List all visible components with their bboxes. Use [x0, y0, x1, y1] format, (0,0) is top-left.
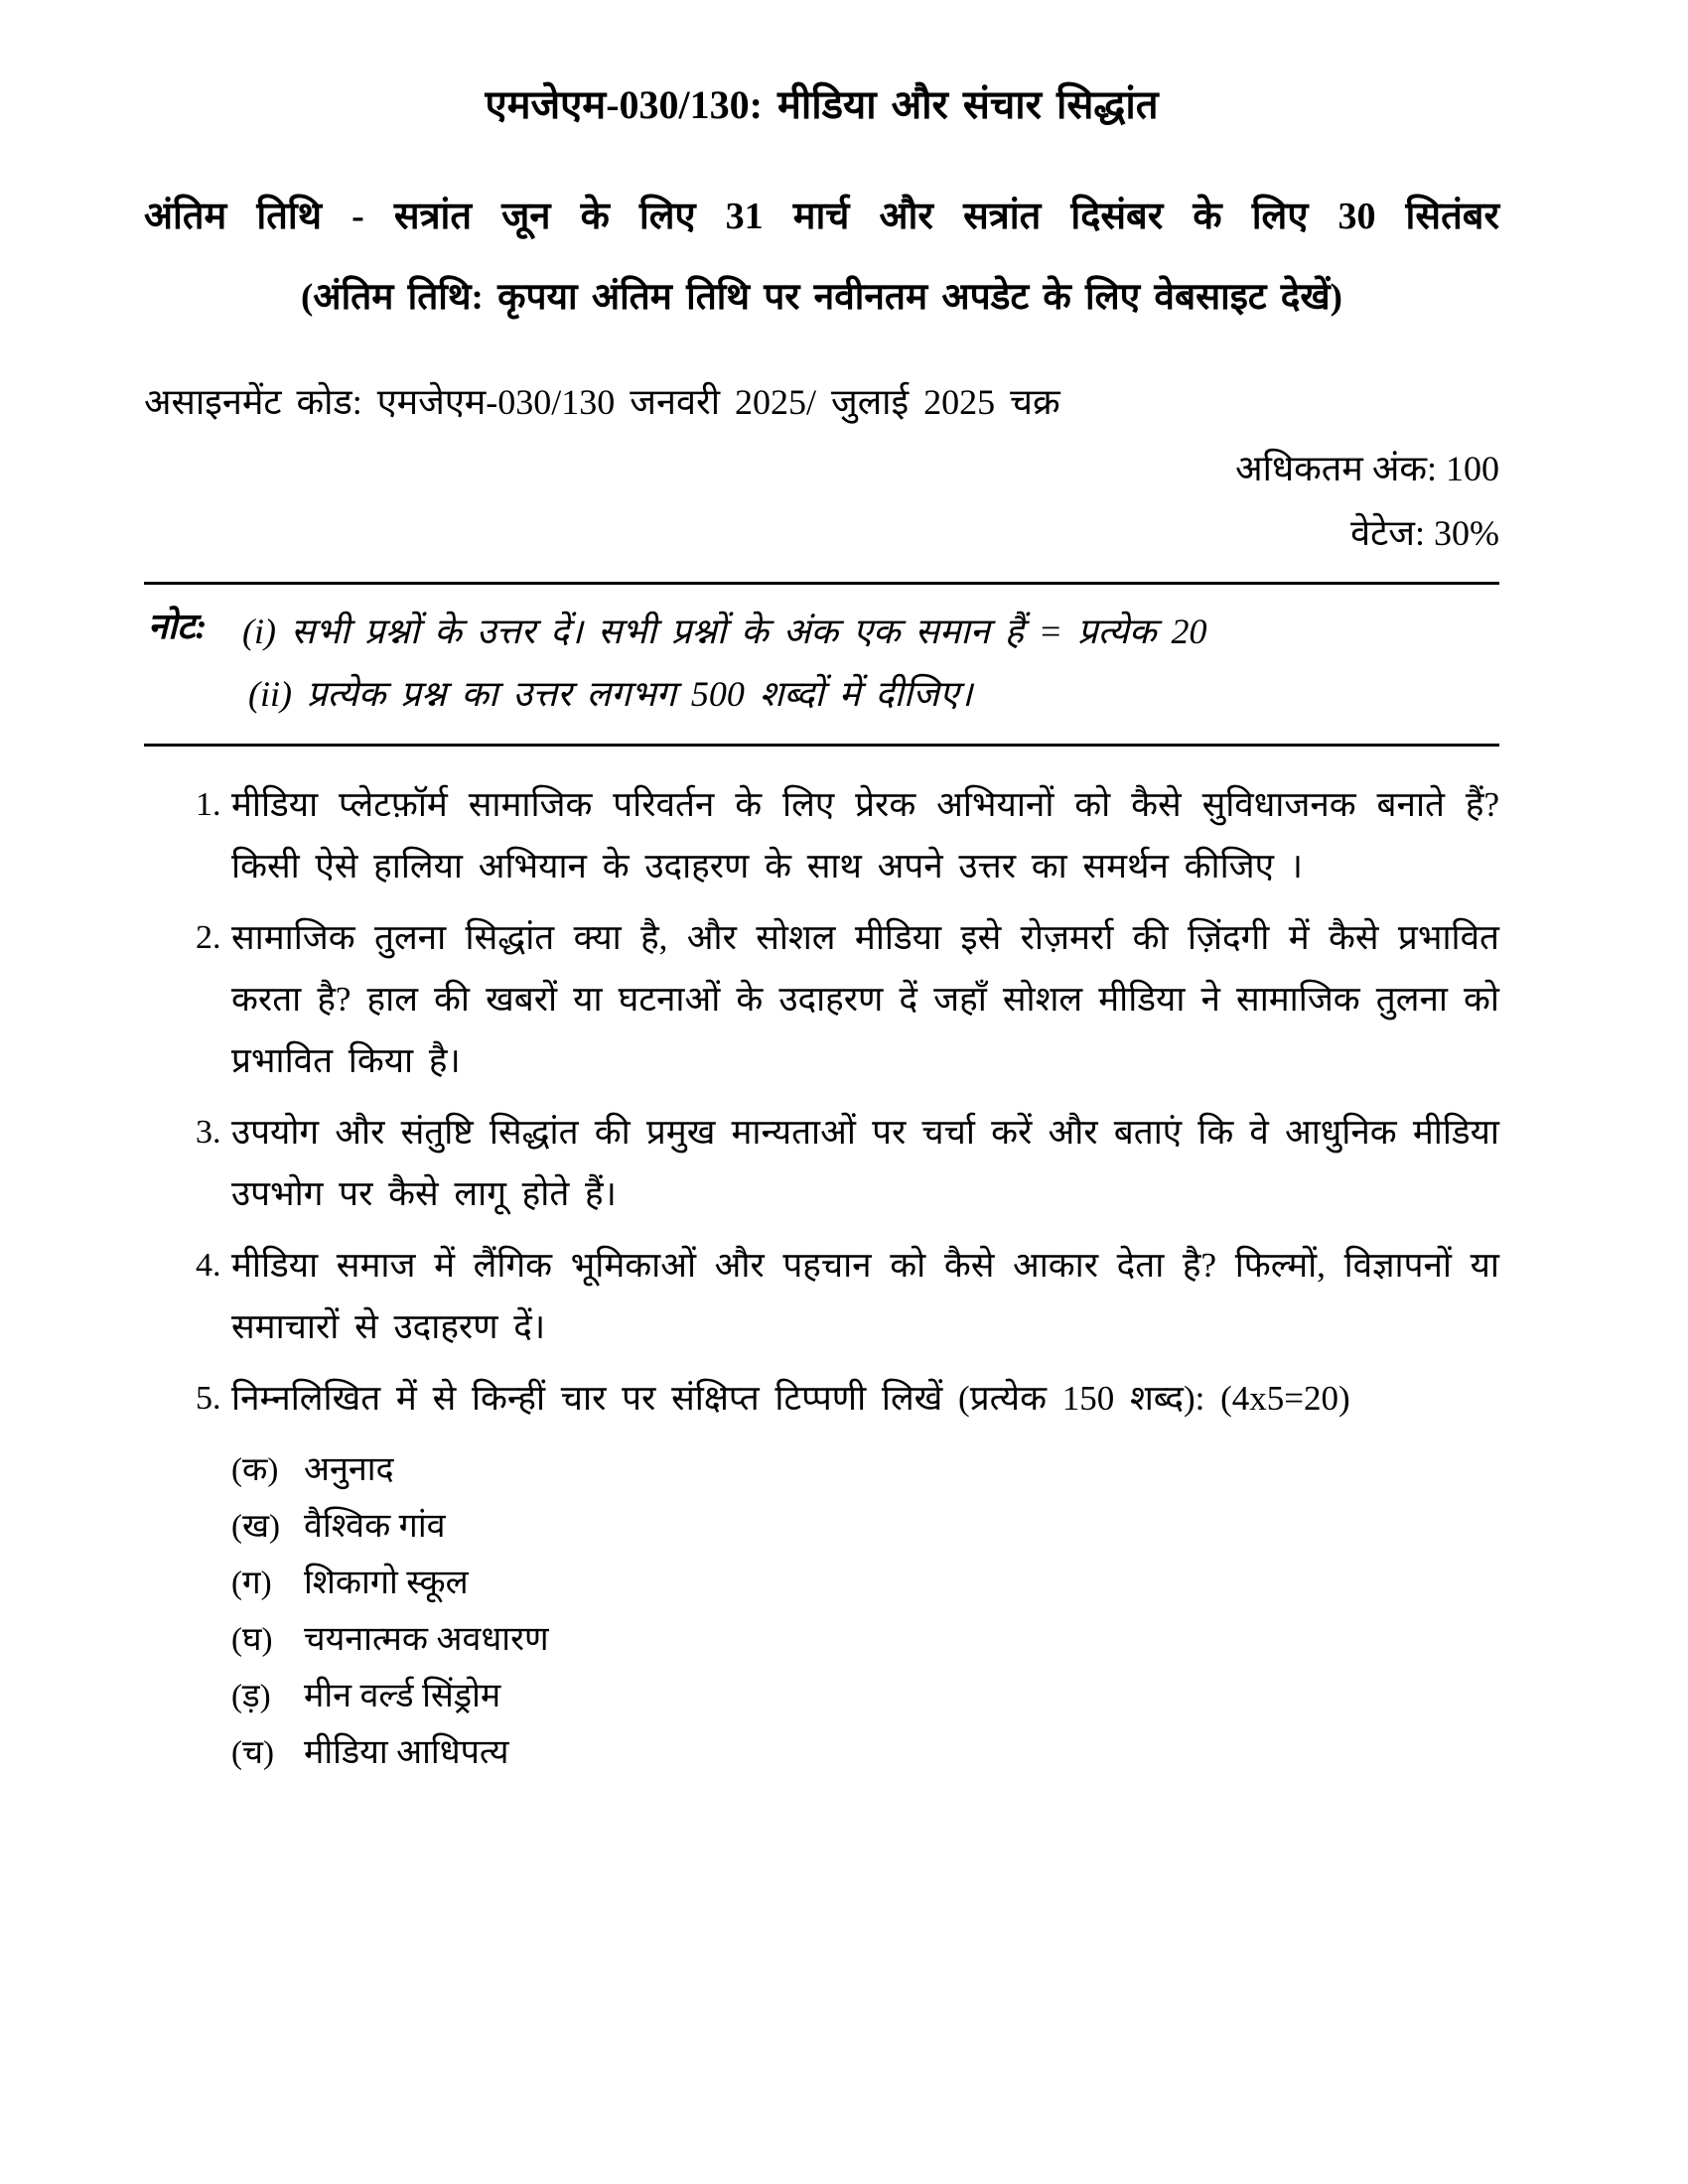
assignment-code-line: असाइनमेंट कोड: एमजेएम-030/130 जनवरी 2025/ जुलाई 2025 चक्र [144, 381, 1060, 422]
question-5-text: निम्नलिखित में से किन्हीं चार पर संक्षिप्त टिप्पणी लिखें (प्रत्येक 150 शब्द): (4x5=20) [231, 1378, 1350, 1418]
question-3 [144, 1102, 1499, 1225]
note-box [144, 582, 1499, 747]
weightage-line: वेटेज: 30% [1350, 513, 1499, 554]
sub-item-ka [231, 1445, 1499, 1502]
sub-item-kha-text: वैश्विक गांव [304, 1507, 446, 1545]
question-5-number: 5. [196, 1379, 221, 1417]
question-3-number: 3. [196, 1113, 221, 1151]
note-label: नोट: [148, 606, 208, 646]
sub-item-gha-text: चयनात्मक अवधारण [304, 1620, 549, 1658]
sub-item-ka-label: (क) [231, 1451, 279, 1488]
question-4-number: 4. [196, 1246, 221, 1284]
question-4 [144, 1235, 1499, 1358]
max-marks-line: अधिकतम अंक: 100 [1235, 449, 1499, 489]
question-2-text: सामाजिक तुलना सिद्धांत क्या है, और सोशल मीडिया इसे रोज़मर्रा की ज़िंदगी में कैसे प्रभावित करता है? हाल की खबरों या घटनाओं के उदाहरण दें जहाँ सोशल मीडिया ने सामाजिक तुलना को प्रभावित किया है। [231, 917, 1499, 1080]
due-date-line: अंतिम तिथि - सत्रांत जून के लिए 31 मार्च और सत्रांत दिसंबर के लिए 30 सितंबर [144, 196, 1499, 237]
question-2-number: 2. [196, 918, 221, 956]
note-item-1: (i) सभी प्रश्नों के उत्तर दें। सभी प्रश्नों के अंक एक समान हैं = प्रत्येक 20 [242, 611, 1207, 651]
note-items [242, 601, 1499, 726]
sub-item-dda [231, 1672, 1499, 1728]
sub-item-cha-label: (च) [231, 1734, 274, 1771]
sub-item-gha [231, 1615, 1499, 1672]
sub-item-gha-label: (घ) [231, 1621, 273, 1658]
question-1-text: मीडिया प्लेटफ़ॉर्म सामाजिक परिवर्तन के लिए प्रेरक अभियानों को कैसे सुविधाजनक बनाते हैं? किसी ऐसे हालिया अभियान के उदाहरण के साथ अपने उत्तर का समर्थन कीजिए । [231, 784, 1499, 886]
question-1 [144, 774, 1499, 897]
question-1-number: 1. [196, 785, 221, 823]
note-item-2: (ii) प्रत्येक प्रश्न का उत्तर लगभग 500 शब्दों में दीजिए। [248, 673, 973, 714]
sub-item-ga-text: शिकागो स्कूल [304, 1564, 469, 1601]
sub-item-cha [231, 1728, 1499, 1785]
sub-item-dda-label: (ड़) [231, 1678, 271, 1714]
sub-item-kha-label: (ख) [231, 1508, 280, 1545]
question-4-text: मीडिया समाज में लैंगिक भूमिकाओं और पहचान को कैसे आकार देता है? फिल्मों, विज्ञापनों या समाचारों से उदाहरण दें। [231, 1245, 1499, 1346]
question-list [144, 774, 1499, 1785]
sub-item-dda-text: मीन वर्ल्ड सिंड्रोम [304, 1677, 501, 1714]
sub-item-cha-text: मीडिया आधिपत्य [304, 1733, 509, 1771]
question-3-text: उपयोग और संतुष्टि सिद्धांत की प्रमुख मान्यताओं पर चर्चा करें और बताएं कि वे आधुनिक मीडिया उपभोग पर कैसे लागू होते हैं। [231, 1112, 1499, 1213]
sub-item-ga [231, 1559, 1499, 1615]
sub-item-ka-text: अनुनाद [304, 1450, 394, 1488]
question-5-sub-list [231, 1445, 1499, 1785]
sub-item-ga-label: (ग) [231, 1565, 272, 1601]
question-5 [144, 1368, 1499, 1430]
due-date-note: (अंतिम तिथि: कृपया अंतिम तिथि पर नवीनतम अपडेट के लिए वेबसाइट देखें) [300, 276, 1342, 318]
note-row [148, 601, 1499, 726]
sub-item-kha [231, 1502, 1499, 1559]
question-2 [144, 907, 1499, 1092]
page-title: एमजेएम-030/130: मीडिया और संचार सिद्धांत [485, 82, 1159, 127]
